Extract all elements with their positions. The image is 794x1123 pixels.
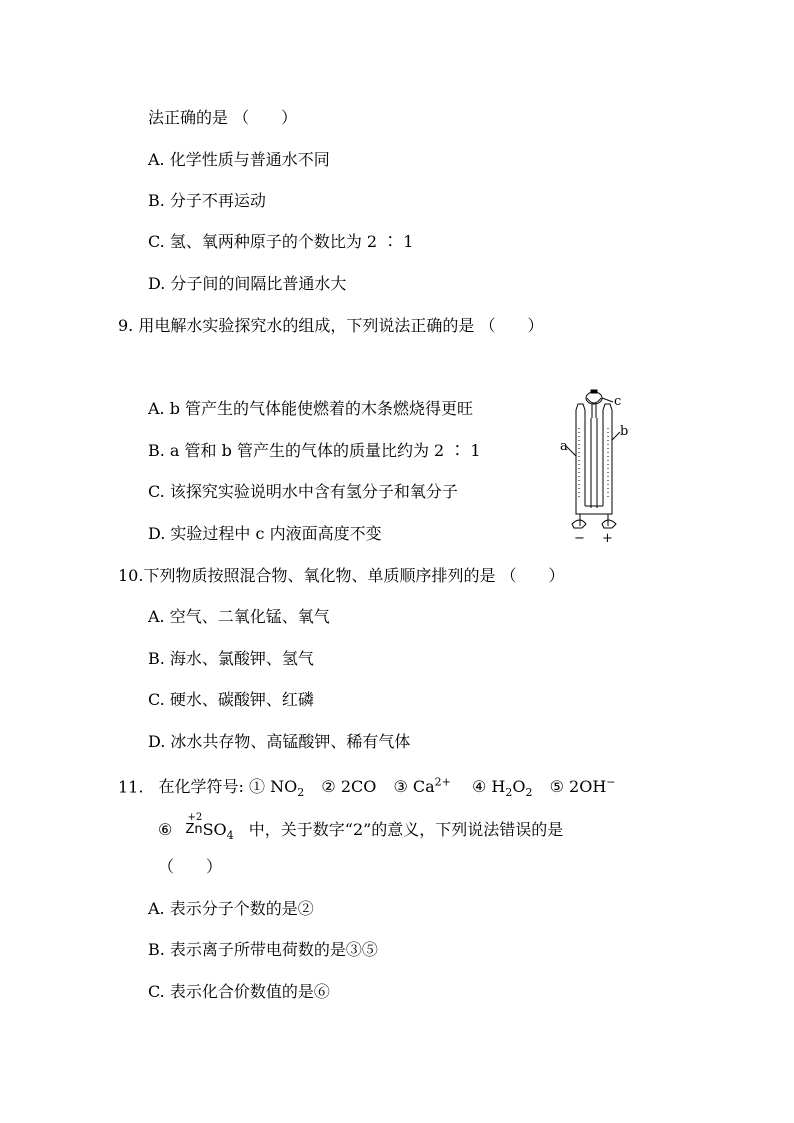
- q10-option-d: D. 冰水共存物、高锰酸钾、稀有气体: [148, 732, 411, 751]
- symbol-2-number: ②: [321, 777, 336, 797]
- symbol-4-o: O: [512, 777, 526, 797]
- symbol-4-number: ④: [471, 777, 487, 797]
- q9-option-a: A. b 管产生的气体能使燃着的木条燃烧得更旺: [148, 399, 474, 418]
- electrolysis-apparatus-figure: [558, 388, 642, 544]
- q9-option-c: C. 该探究实验说明水中含有氢分子和氧分子: [148, 482, 458, 501]
- symbol-6-zn-text: Zn: [185, 822, 203, 837]
- q8-option-b: B. 分子不再运动: [148, 191, 266, 210]
- symbol-6-number: ⑥: [158, 820, 173, 839]
- q11-intro: 在化学符号:: [158, 777, 244, 797]
- symbol-2: [321, 777, 381, 796]
- q8-option-c: C. 氢、氧两种原子的个数比为 2 ∶ 1: [148, 232, 414, 251]
- symbol-2-formula: 2CO: [340, 777, 377, 797]
- label-c: c: [614, 394, 622, 409]
- q11-stem-line2: [158, 812, 564, 846]
- symbol-3-number: ③: [393, 777, 408, 797]
- q9-option-b: B. a 管和 b 管产生的气体的质量比约为 2 ∶ 1: [148, 441, 481, 460]
- q11-answer-paren: （ ）: [158, 857, 223, 876]
- symbol-4: [471, 777, 538, 800]
- q11-option-b: B. 表示离子所带电荷数的是③⑤: [148, 940, 378, 959]
- symbol-1-subscript: 2: [297, 786, 305, 800]
- label-a: a: [560, 439, 568, 454]
- symbol-4-o-subscript: 2: [525, 786, 533, 800]
- symbol-5-superscript: −: [606, 776, 616, 789]
- q10-option-a: A. 空气、二氧化锰、氧气: [148, 607, 330, 626]
- q10-option-c: C. 硬水、碳酸钾、红磷: [148, 690, 314, 709]
- symbol-6-zn: [185, 812, 203, 840]
- q8-stem-tail: 法正确的是 （ ）: [148, 108, 298, 127]
- symbol-1-number: ①: [249, 777, 266, 797]
- symbol-3: [393, 777, 456, 796]
- symbol-4-h: H: [491, 777, 506, 797]
- q10-stem: 10.下列物质按照混合物、氧化物、单质顺序排列的是 （ ）: [118, 566, 565, 585]
- q10-option-b: B. 海水、氯酸钾、氢气: [148, 649, 314, 668]
- symbol-5: [550, 777, 616, 796]
- symbol-1-formula: NO: [270, 777, 298, 797]
- label-plus: +: [602, 531, 613, 544]
- symbol-6-valence: +2: [187, 812, 203, 823]
- q11-stem-line1: [118, 773, 616, 804]
- label-minus: −: [574, 531, 585, 544]
- q11-number: 11.: [118, 777, 144, 797]
- symbol-1: [249, 777, 309, 800]
- symbol-3-formula: Ca: [412, 777, 435, 797]
- q8-option-a: A. 化学性质与普通水不同: [148, 150, 330, 169]
- symbol-5-formula: 2OH: [569, 777, 607, 797]
- symbol-5-number: ⑤: [549, 777, 564, 797]
- q11-stem-end: 中，关于数字“2”的意义，下列说法错误的是: [248, 820, 564, 839]
- symbol-6-so: SO: [202, 820, 227, 839]
- symbol-3-superscript: 2+: [434, 776, 451, 789]
- q11-option-c: C. 表示化合价数值的是⑥: [148, 982, 330, 1001]
- q9-option-d: D. 实验过程中 c 内液面高度不变: [148, 524, 382, 543]
- label-b: b: [620, 424, 629, 439]
- q11-option-a: A. 表示分子个数的是②: [148, 899, 314, 918]
- symbol-6-subscript: 4: [226, 829, 234, 843]
- q8-option-d: D. 分子间的间隔比普通水大: [148, 274, 347, 293]
- q9-stem: 9. 用电解水实验探究水的组成，下列说法正确的是 （ ）: [118, 316, 544, 335]
- symbol-4-h-subscript: 2: [505, 786, 513, 800]
